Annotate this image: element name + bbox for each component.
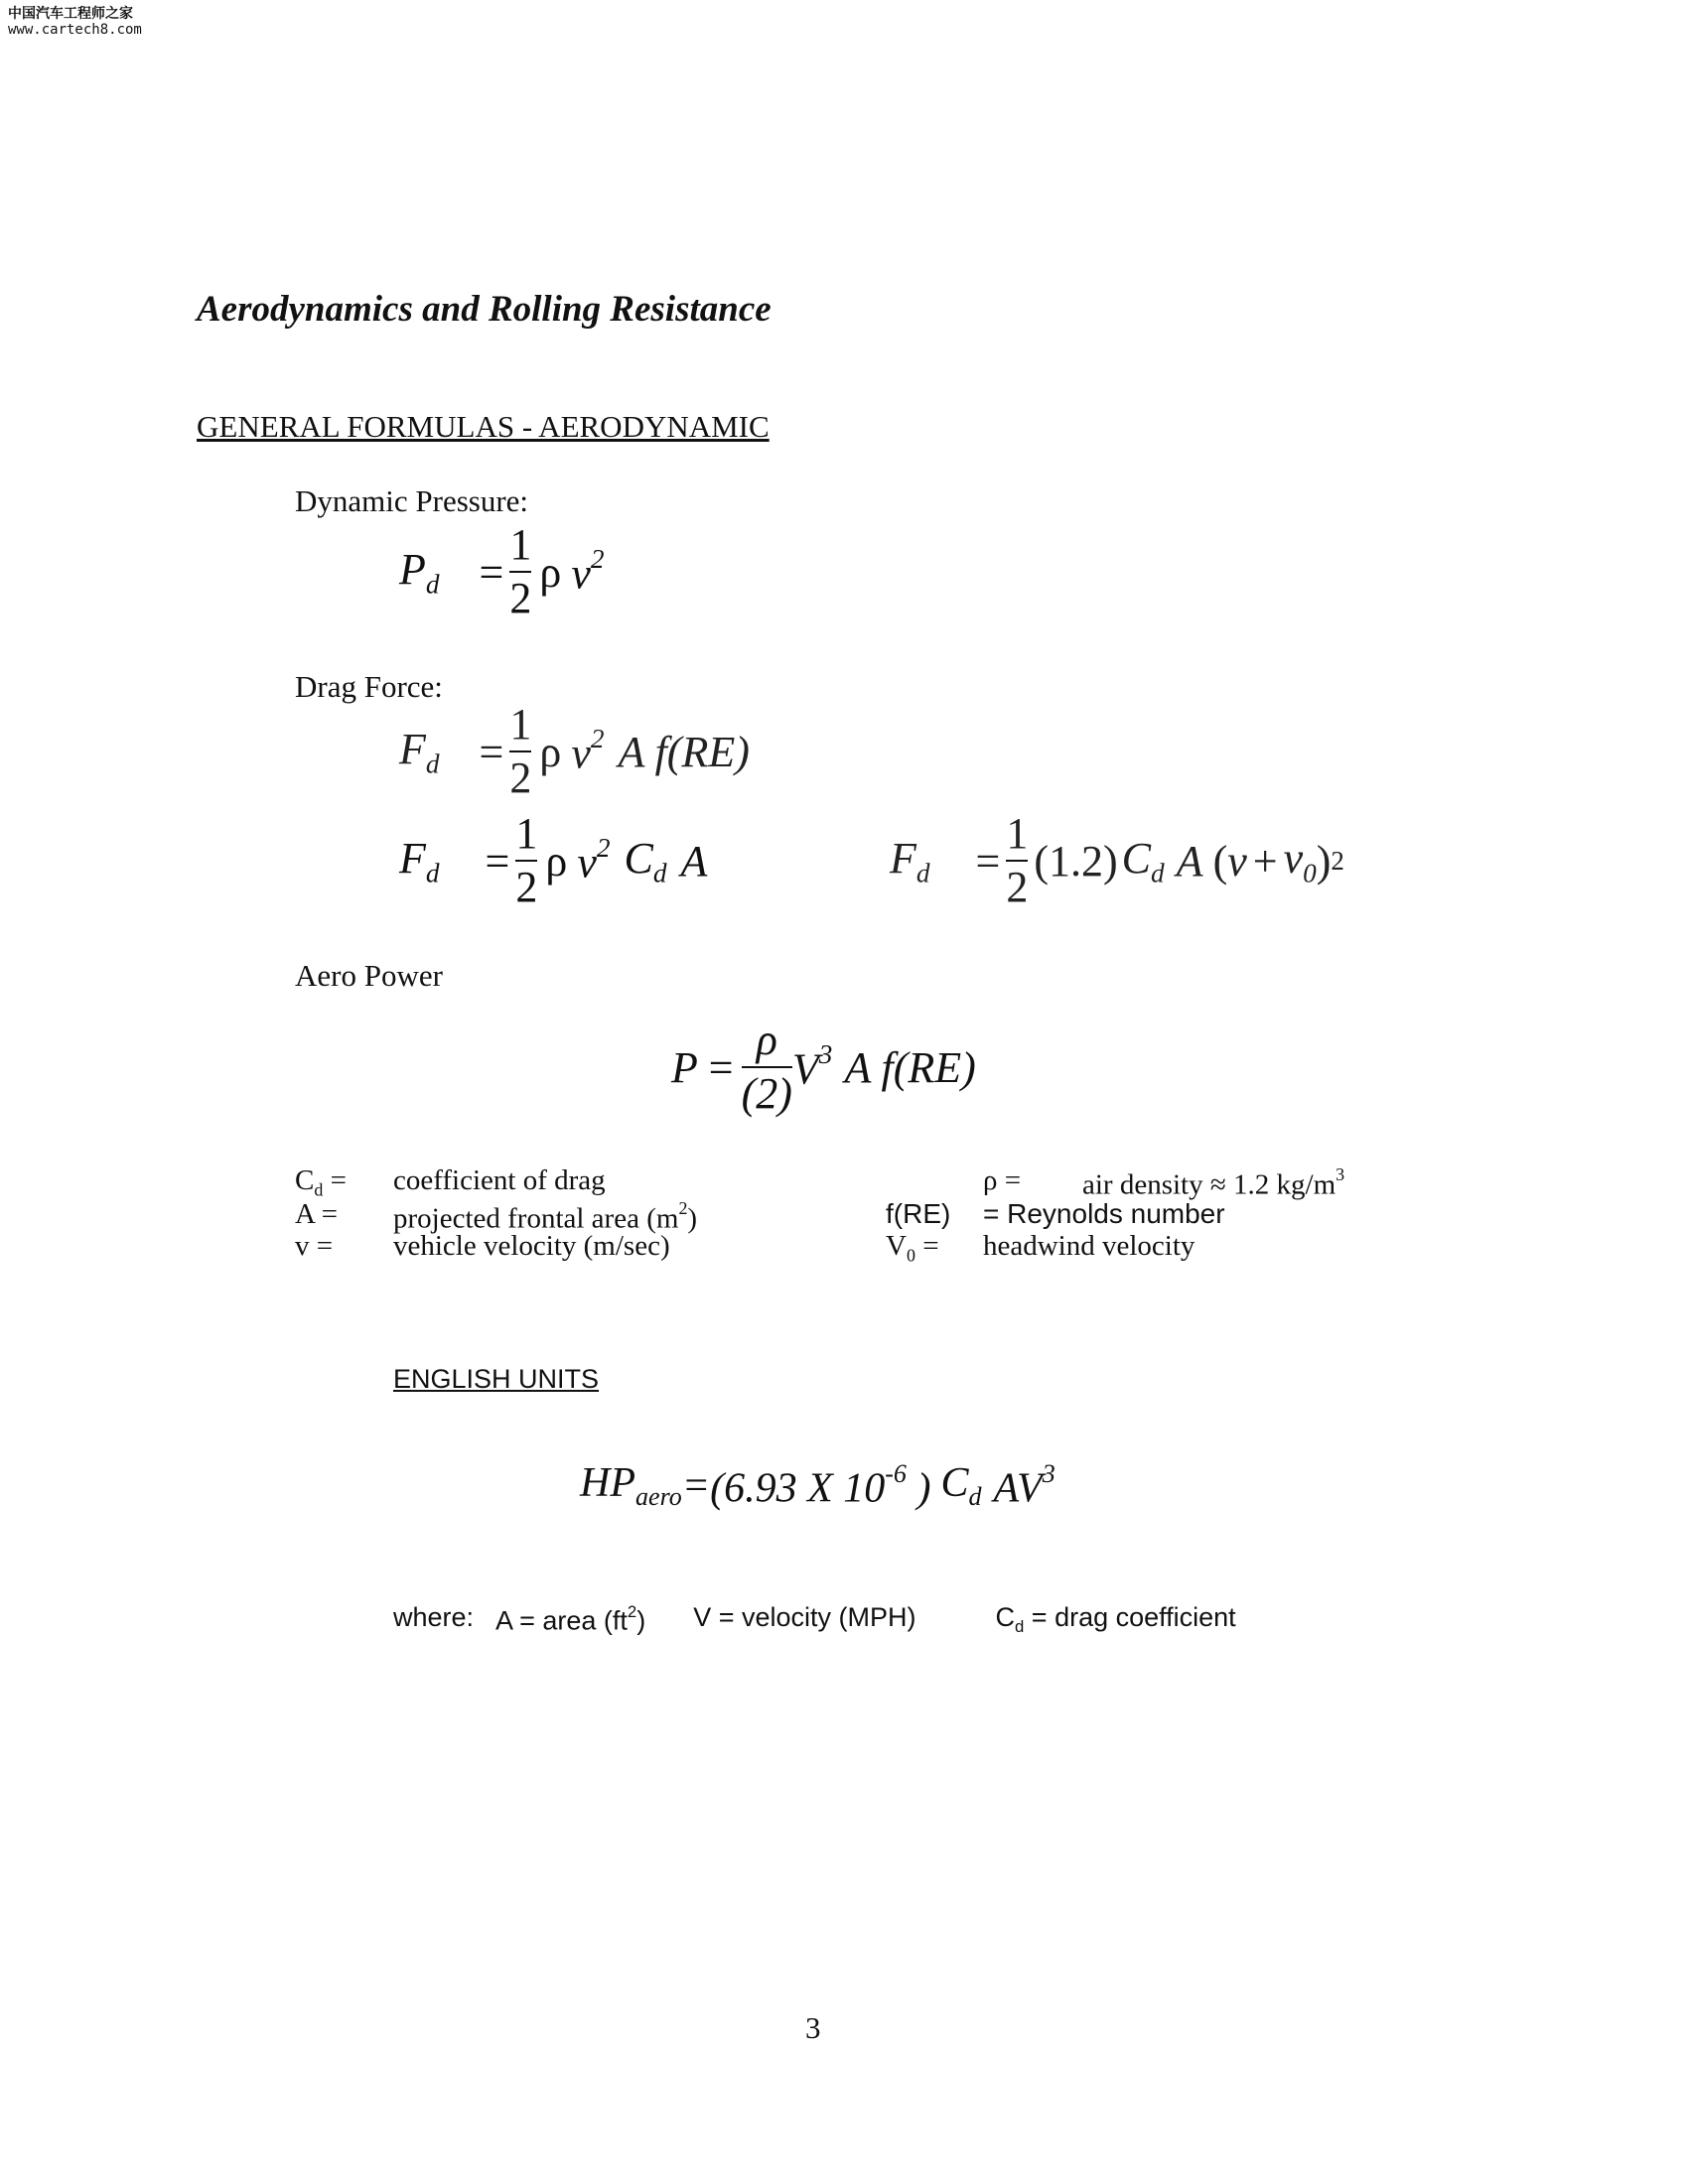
page-number: 3: [805, 2010, 821, 2045]
definition-rho-desc: air density ≈ 1.2 $kg/m^3$: [1082, 1164, 1345, 1201]
drag-force-formula-1: $F_d$ = $\frac{1}{2}$ ρ $v^2$ A f(RE): [399, 700, 750, 802]
symbol-p: $P_d$: [399, 544, 440, 600]
drag-force-label: Drag Force:: [295, 669, 443, 704]
definition-fre-desc: = Reynolds number: [983, 1198, 1225, 1229]
english-units-formula: $HP_{aero}$ = (6.93 X $10^{-6}$ ) $C_d$ $AV^3$: [580, 1459, 1055, 1512]
watermark: [8, 6, 142, 38]
dynamic-pressure-formula: [399, 520, 605, 622]
definition-v-desc: vehicle velocity (m/sec): [393, 1230, 670, 1262]
definition-rho: ρ =: [983, 1164, 1022, 1196]
definition-a: A =: [295, 1198, 338, 1230]
section-heading: GENERAL FORMULAS - AERODYNAMIC: [197, 409, 770, 444]
dynamic-pressure-label: Dynamic Pressure:: [295, 483, 529, 518]
definition-v0-desc: headwind velocity: [983, 1230, 1196, 1262]
definition-cd: $C_d$ =: [295, 1164, 347, 1200]
velocity-term: $v^2$: [571, 544, 605, 599]
definition-cd-desc: coefficient of drag: [393, 1164, 606, 1196]
definition-fre: f(RE): [886, 1198, 951, 1229]
watermark-cn: 中国汽车工程师之家: [8, 6, 133, 22]
definition-a-desc: projected frontal area $(m^2)$: [393, 1198, 698, 1235]
aero-power-formula: P = $\frac{\rho}{(2)}$ $V^3$ A f(RE): [671, 1016, 976, 1118]
where-line: where: A = area $(ft^2)$ V = velocity (MPH) $C_d$ = drag coefficient: [393, 1602, 1236, 1636]
aero-power-label: Aero Power: [295, 958, 443, 993]
english-units-heading: ENGLISH UNITS: [393, 1364, 600, 1394]
rho-symbol: ρ: [539, 547, 562, 597]
page-title: Aerodynamics and Rolling Resistance: [197, 289, 772, 330]
drag-force-formula-3: $F_d$ = $\frac{1}{2}$ (1.2) $C_d$ A ( v + $v_0$ ) 2: [890, 809, 1344, 911]
watermark-url: www.cartech8.com: [8, 22, 142, 39]
equals-sign: =: [479, 547, 504, 597]
fraction-one-half: $\frac{1}{2}$: [509, 520, 532, 622]
definition-v0: $V_0$ =: [886, 1230, 939, 1266]
definition-v: v =: [295, 1230, 334, 1262]
drag-force-formula-2: $F_d$ = $\frac{1}{2}$ ρ $v^2$ $C_d$ A: [399, 809, 708, 911]
